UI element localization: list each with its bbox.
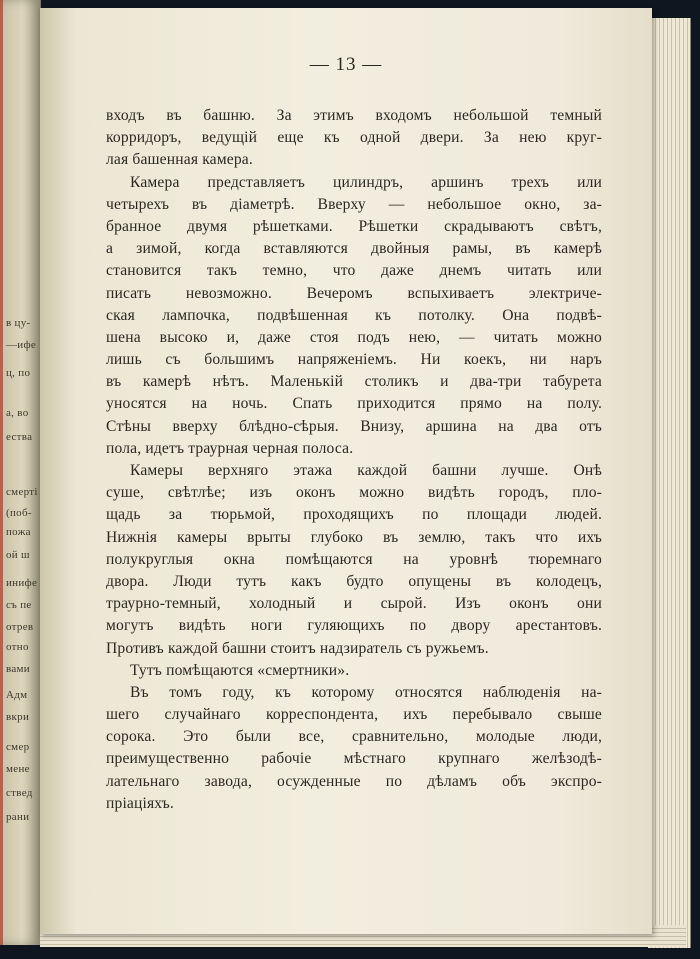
text-line: Тутъ помѣщаются «смертники». [130,661,350,679]
text-line: писать невозможно. Вечеромъ вспыхиваетъ электриче- [106,284,602,302]
text-line: бранное двумя рѣшетками. Рѣшетки скрадываютъ свѣтъ, [106,217,602,235]
text-line: шего случайнаго корреспондента, ихъ перебывало свыше [106,706,602,724]
paragraph [106,682,602,815]
left-page-fragment: в цу- [6,317,31,329]
text-line: шена высоко и, даже стоя подъ нею, — читать можно [106,328,602,346]
text-line: преимущественно рабочіе мѣстнаго крупнаго желѣзодѣ- [106,750,602,768]
left-page-fragment: мене [6,763,30,775]
left-page-edge [0,0,41,945]
text-line: суше, свѣтлѣе; изъ оконъ можно видѣть городъ, пло- [106,484,602,502]
left-page-fragment: ствед [6,787,33,799]
text-line: Нижнія камеры врыты глубоко въ землю, такъ что ихъ [106,528,602,546]
left-page-fragment: смер [6,741,30,753]
text-line: лишь съ большимъ напряженіемъ. Ни коекъ, ни наръ [106,351,602,369]
left-page-fragment: ой ш [6,549,30,561]
paragraph [106,460,602,660]
book-page [40,8,652,934]
text-line: пола, идетъ траурная черная полоса. [106,439,354,457]
left-page-fragment: ества [6,431,33,443]
left-page-fragment: (поб- [6,507,32,519]
page-number: — 13 — [309,54,383,75]
paragraph [106,172,602,460]
left-page-fragment: пожа [6,526,31,538]
left-page-fragment: смерті [6,486,38,498]
paragraph [106,660,602,682]
text-line: Противъ каждой башни стоитъ надзиратель съ ружьемъ. [106,639,489,657]
text-line: сорока. Это были все, сравнительно, молодые люди, [106,728,602,746]
left-page-fragment: а, во [6,407,29,419]
text-line: ская лампочка, подвѣшенная къ потолку. Она подвѣ- [106,306,602,324]
text-line: Въ томъ году, къ которому относятся наблюденія на- [130,683,602,701]
text-line: пріацiяхъ. [106,794,174,812]
left-page-fragment: —ифе [6,339,37,351]
text-line: лательнаго завода, осужденные по дѣламъ объ экспро- [106,772,602,790]
text-line: уносятся на ночь. Спать приходится прямо на полу. [106,395,602,413]
left-page-fragment: ц, по [6,367,31,379]
left-page-fragment: отрев [6,621,34,633]
text-line: а зимой, когда вставляются двойныя рамы, въ камерѣ [106,240,602,258]
left-page-fragment: Адм [6,689,28,701]
text-line: входъ въ башню. За этимъ входомъ небольшой темный [106,107,602,124]
text-line: траурно-темный, холодный и сырой. Изъ оконъ они [106,595,602,613]
page-stack-right [648,18,691,948]
text-line: двора. Люди тутъ какъ будто опущены въ колодецъ, [106,572,602,590]
left-page-fragment: съ пе [6,599,32,611]
left-page-fragment: рани [6,811,30,823]
text-line: лая башенная камера. [106,151,253,169]
left-page-fragment: вами [6,663,30,675]
text-line: четырехъ въ діаметрѣ. Вверху — небольшое окно, за- [106,195,602,213]
text-line: полукруглыя окна помѣщаются на уровнѣ тюремнаго [106,550,602,568]
paragraph [106,105,602,172]
red-edge-stripe [0,0,3,945]
body-text [106,105,602,815]
text-line: Стѣны вверху блѣдно-сѣрыя. Внизу, аршина на два отъ [106,417,602,435]
text-line: могутъ видѣть ноги гуляющихъ по двору арестантовъ. [106,617,602,635]
text-line: Камера представляетъ цилиндръ, аршинъ трехъ или [130,173,602,191]
left-page-fragment: отно [6,641,29,653]
left-page-fragment: вкри [6,711,30,723]
text-line: щадь за тюрьмой, проходящихъ по площади людей. [106,506,602,524]
text-line: въ камерѣ нѣтъ. Маленькій столикъ и два-три табурета [106,373,602,391]
text-line: корридоръ, ведущій еще къ одной двери. За нею круг- [106,129,602,147]
text-line: становится такъ темно, что даже днемъ читать или [106,262,602,280]
text-line: Камеры верхняго этажа каждой башни лучше. Онѣ [130,462,602,479]
left-page-fragment: инифе [6,577,38,589]
